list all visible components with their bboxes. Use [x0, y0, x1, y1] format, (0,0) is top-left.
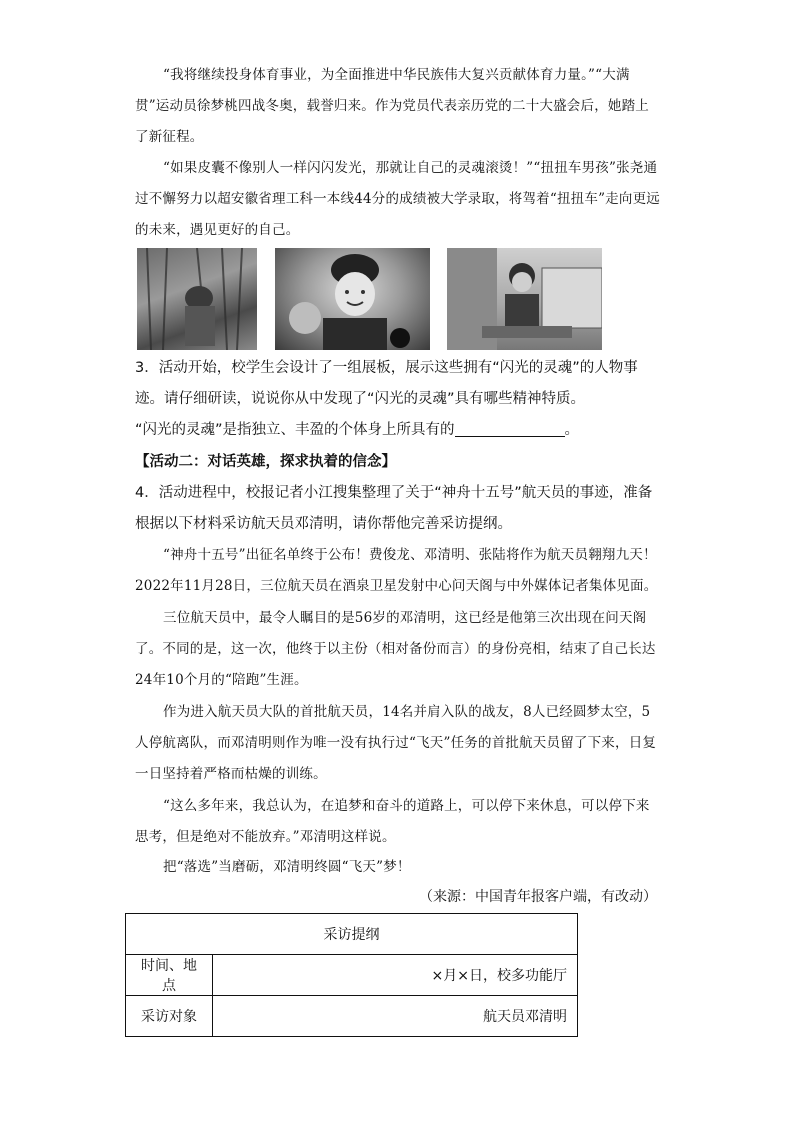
photo-athlete — [275, 248, 430, 350]
fill-prefix: “闪光的灵魂”是指独立、丰盈的个体身上所具有的 — [135, 422, 455, 438]
row-label-interviewee: 采访对象 — [126, 996, 213, 1037]
paragraph-zhang-yao: “如果皮囊不像别人一样闪闪发光，那就让自己的灵魂滚烫！”“扭扭车男孩”张尧通过不懈努力以超安徽省理工科一本线44分的成绩被大学录取，将驾着“扭扭车”走向更远的未来，遇见更好的自己。 — [135, 160, 660, 238]
answer-blank[interactable] — [455, 420, 565, 437]
material-paragraph-2: 三位航天员中，最令人瞩目的是56岁的邓清明，这已经是他第三次出现在问天阁了。不同的是，这一次，他终于以主份（相对备份而言）的身份亮相，结束了自己长达24年10个月的“陪跑”生涯。 — [135, 610, 656, 688]
photo-forest-person — [137, 248, 257, 350]
paragraph-xu-mengtao: “我将继续投身体育事业，为全面推进中华民族伟大复兴贡献体育力量。”“大满贯”运动员徐梦桃四战冬奥，载誉归来。作为党员代表亲历党的二十大盛会后，她踏上了新征程。 — [135, 67, 650, 145]
activity-two-heading: 【活动二：对话英雄，探求执着的信念】 — [135, 454, 396, 470]
table-row — [126, 955, 578, 996]
row-value-interviewee: 航天员邓清明 — [213, 996, 578, 1037]
table-title-row — [126, 914, 578, 955]
material-paragraph-5: 把“落选”当磨砺，邓清明终圆“飞天”梦！ — [163, 859, 411, 875]
photo-student-desk — [447, 248, 602, 350]
material-paragraph-4: “这么多年来，我总认为，在追梦和奋斗的道路上，可以停下来休息，可以停下来思考，但是绝对不能放弃。”邓清明这样说。 — [135, 798, 650, 845]
question-4: 4．活动进程中，校报记者小江搜集整理了关于“神舟十五号”航天员的事迹，准备根据以下材料采访航天员邓清明，请你帮他完善采访提纲。 — [135, 485, 653, 532]
interview-outline-table — [125, 913, 578, 1037]
table-title: 采访提纲 — [126, 914, 578, 955]
photo-strip — [137, 248, 602, 352]
source-note: （来源：中国青年报客户端，有改动） — [419, 889, 657, 905]
fill-suffix: 。 — [564, 422, 580, 438]
row-value-time-place: ×月×日，校多功能厅 — [213, 955, 578, 996]
material-paragraph-3: 作为进入航天员大队的首批航天员，14名并肩入队的战友，8人已经圆梦太空，5人停航离队，而邓清明则作为唯一没有执行过“飞天”任务的首批航天员留了下来，日复一日坚持着严格而枯燥的训练。 — [135, 704, 657, 782]
question-3-fill — [135, 415, 661, 446]
question-3: 3．活动开始，校学生会设计了一组展板，展示这些拥有“闪光的灵魂”的人物事迹。请仔细研读，说说你从中发现了“闪光的灵魂”具有哪些精神特质。 — [135, 360, 638, 407]
material-paragraph-1: “神舟十五号”出征名单终于公布！费俊龙、邓清明、张陆将作为航天员翱翔九天！2022年11月28日，三位航天员在酒泉卫星发射中心问天阁与中外媒体记者集体见面。 — [135, 547, 658, 594]
row-label-time-place: 时间、地点 — [126, 955, 213, 996]
table-row — [126, 996, 578, 1037]
